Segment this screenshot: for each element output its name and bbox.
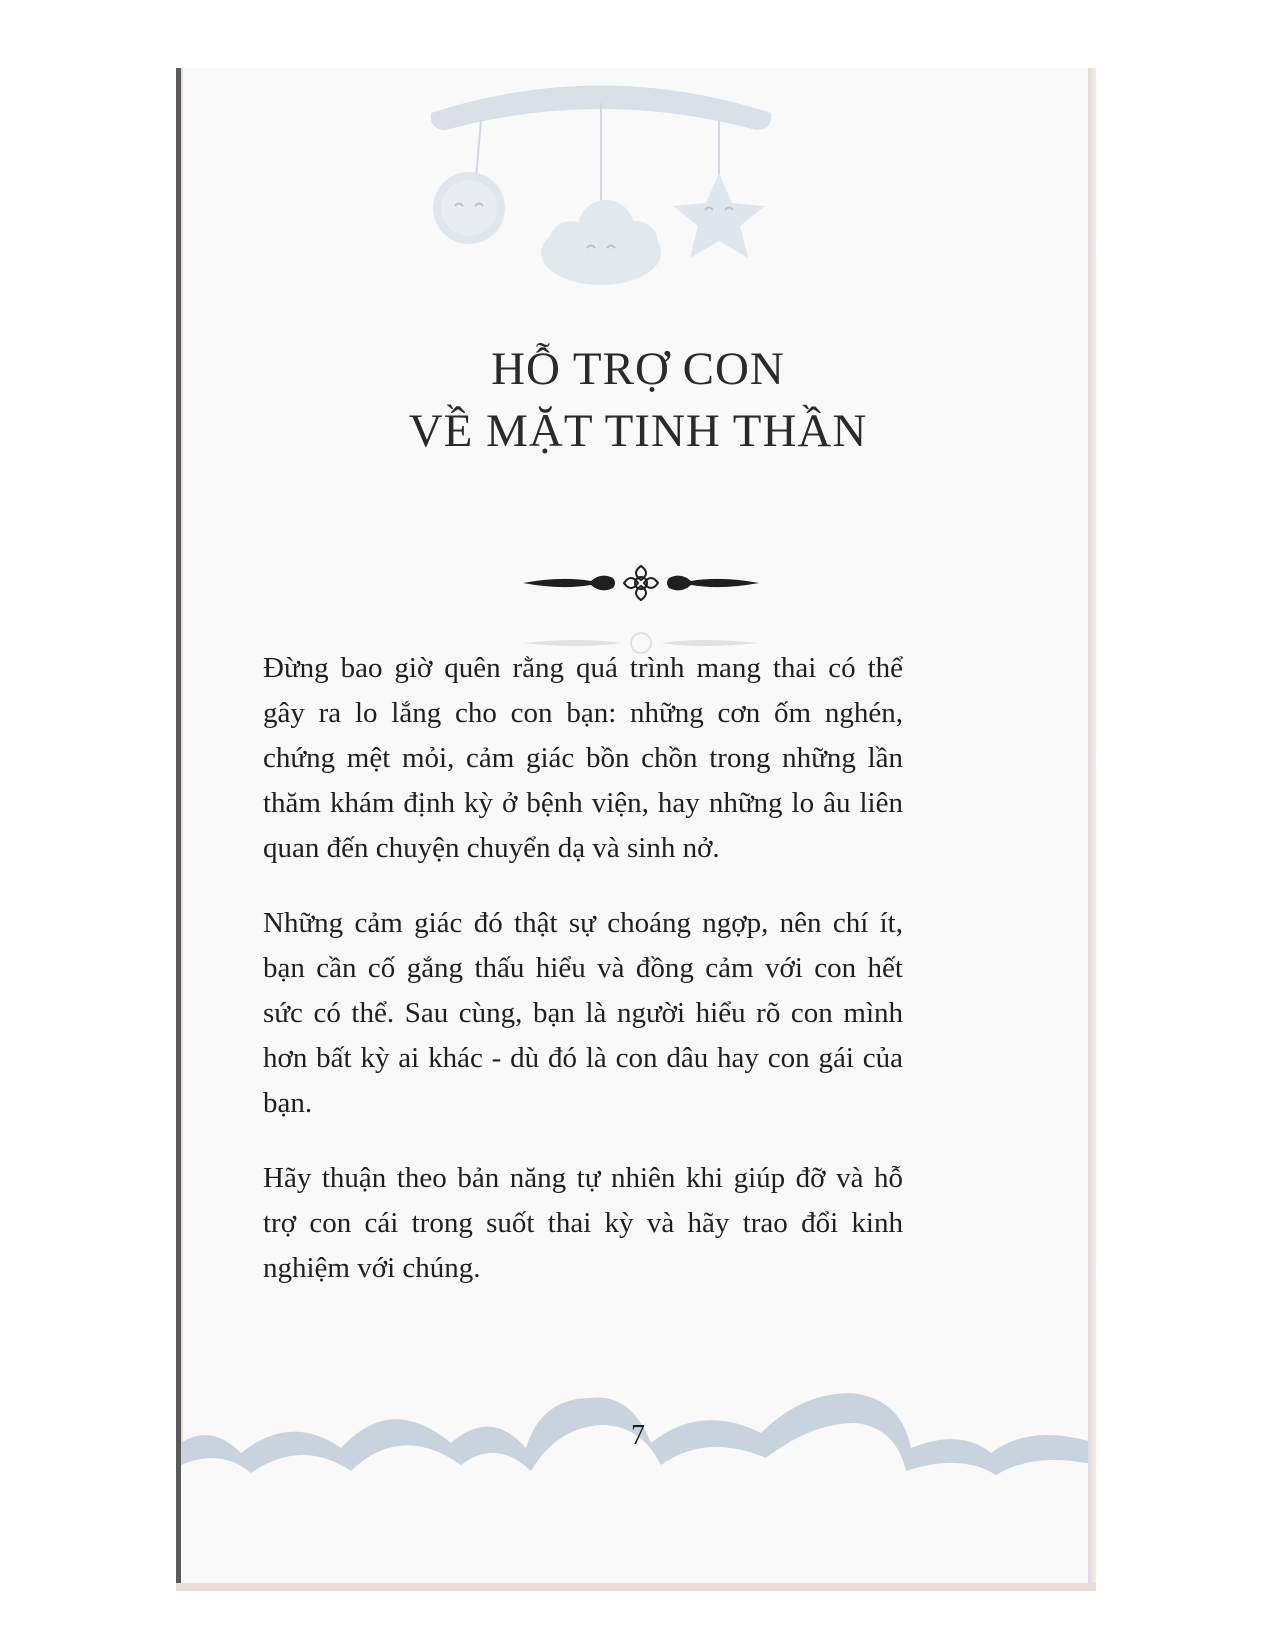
book-page bbox=[176, 68, 1095, 1583]
cloud-border-illustration bbox=[181, 1353, 1095, 1583]
ornament-divider-icon bbox=[521, 558, 761, 608]
page-number: 7 bbox=[631, 1420, 645, 1451]
star-icon bbox=[673, 173, 765, 258]
page-edge bbox=[1088, 68, 1096, 1583]
body-text bbox=[263, 646, 903, 1321]
paragraph: Đừng bao giờ quên rằng quá trình mang thai có thể gây ra lo lắng cho con bạn: những cơn ốm nghén, chứng mệt mỏi, cảm giác bồn chồn trong những lần thăm khám định kỳ ở bệnh viện, hay những lo âu liên quan đến chuyện chuyển dạ và sinh nở. bbox=[263, 652, 903, 864]
page-bottom-edge bbox=[176, 1583, 1096, 1591]
sun-icon bbox=[433, 172, 505, 244]
title-line-2: VỀ MẶT TINH THẦN bbox=[408, 405, 868, 457]
cloud-icon bbox=[541, 200, 661, 285]
paragraph: Hãy thuận theo bản năng tự nhiên khi giúp đỡ và hỗ trợ con cái trong suốt thai kỳ và hãy trao đổi kinh nghiệm với chúng. bbox=[263, 1162, 903, 1284]
paragraph: Những cảm giác đó thật sự choáng ngợp, nên chí ít, bạn cần cố gắng thấu hiểu và đồng cảm với con hết sức có thể. Sau cùng, bạn là người hiểu rõ con mình hơn bất kỳ ai khác - dù đó là con dâu hay con gái của bạn. bbox=[263, 907, 903, 1119]
title-line-1: HỖ TRỢ CON bbox=[491, 343, 785, 395]
baby-mobile-illustration bbox=[421, 68, 781, 308]
page-title bbox=[181, 338, 1095, 462]
